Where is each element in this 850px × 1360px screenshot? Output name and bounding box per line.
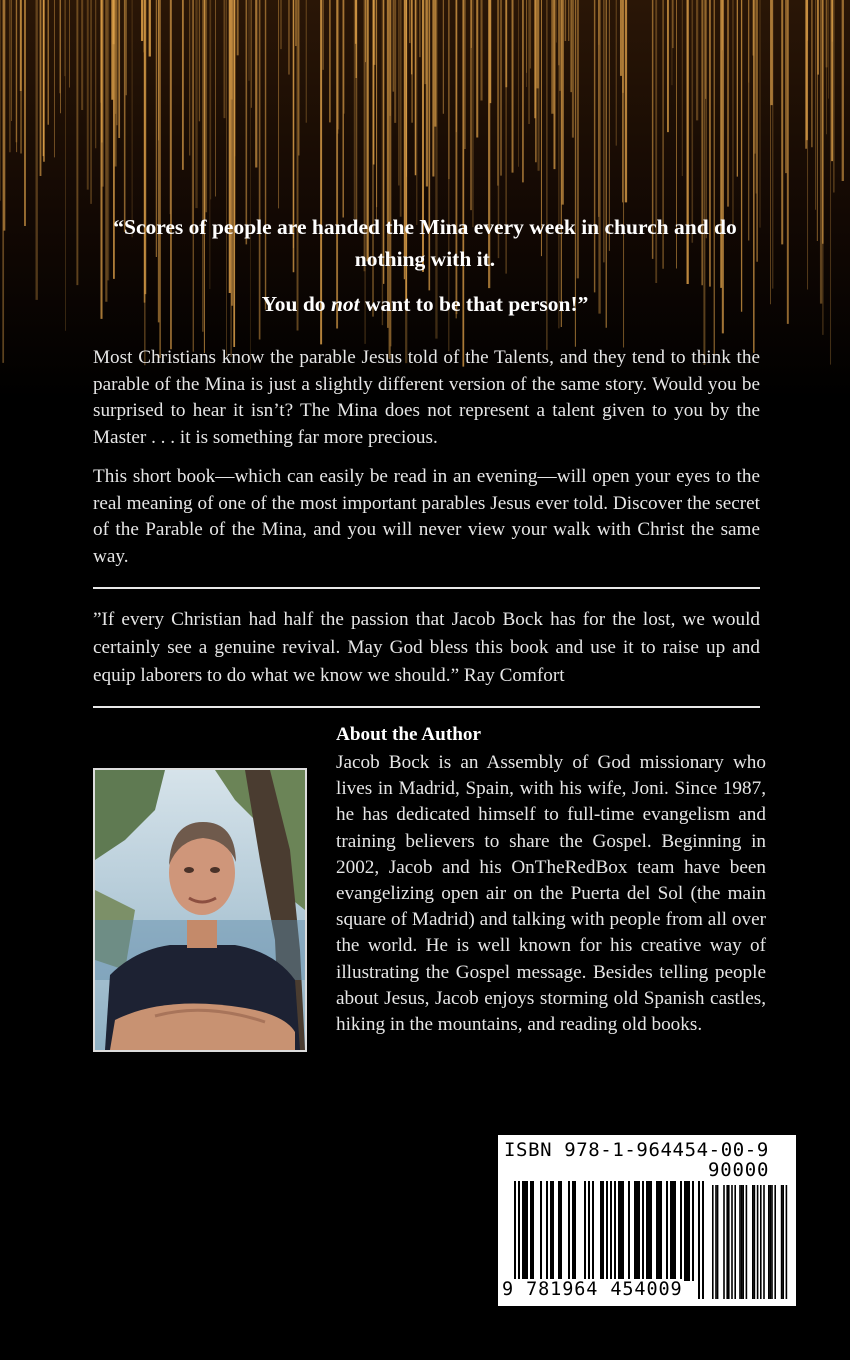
ean-bar bbox=[648, 1181, 650, 1281]
ean-bar bbox=[522, 1181, 524, 1281]
ean-bar bbox=[674, 1181, 676, 1281]
price-addon-bar bbox=[717, 1185, 719, 1299]
price-addon-bar bbox=[739, 1185, 741, 1299]
ean-bar bbox=[550, 1181, 552, 1281]
ean-bar bbox=[686, 1181, 688, 1281]
price-addon-bar bbox=[734, 1185, 736, 1299]
pull-quote-prefix: You do bbox=[261, 292, 331, 316]
ean-bar bbox=[552, 1181, 554, 1281]
price-addon-bar bbox=[774, 1185, 776, 1299]
ean-bar bbox=[650, 1181, 652, 1281]
description-paragraph-1: Most Christians know the parable Jesus told of the Talents, and they tend to think the parable of the Mina is just a slightly different version of the same story. Would you be surprised to hear it isn’t? The Mina does not represent a talent given to you by the Master . . . it is something far more precious. bbox=[93, 347, 760, 448]
ean-bar bbox=[672, 1181, 674, 1281]
price-code-label: 90000 bbox=[708, 1159, 770, 1181]
ean-bar bbox=[670, 1181, 672, 1281]
price-addon-bar bbox=[723, 1185, 725, 1299]
ean-bar bbox=[588, 1181, 590, 1281]
ean-bar bbox=[636, 1181, 638, 1281]
ean-bar bbox=[560, 1181, 562, 1281]
price-addon-bar bbox=[752, 1185, 754, 1299]
golden-streaks-background bbox=[0, 0, 850, 400]
about-author-heading: About the Author bbox=[336, 724, 481, 745]
ean-bar bbox=[692, 1181, 694, 1281]
price-addon-bar bbox=[786, 1185, 788, 1299]
ean-bar bbox=[698, 1181, 700, 1299]
ean-digits: 9 781964 454009 bbox=[502, 1279, 683, 1300]
ean-bar bbox=[660, 1181, 662, 1281]
price-addon-bar bbox=[715, 1185, 717, 1299]
ean-bar bbox=[524, 1181, 526, 1281]
ean-bar bbox=[666, 1181, 668, 1281]
price-addon-bar bbox=[728, 1185, 730, 1299]
ean-bar bbox=[642, 1181, 644, 1281]
ean-bar bbox=[646, 1181, 648, 1281]
ean-bar bbox=[684, 1181, 686, 1281]
ean-bar bbox=[532, 1181, 534, 1281]
pull-quote-line-1: “Scores of people are handed the Mina every week in church and do nothing with it. bbox=[113, 215, 737, 271]
price-addon-bar bbox=[763, 1185, 765, 1299]
ean-bar bbox=[680, 1181, 682, 1281]
price-addon-bar bbox=[742, 1185, 744, 1299]
ean-bar bbox=[600, 1181, 602, 1281]
pull-quote-line-2 bbox=[90, 288, 760, 320]
price-addon-bar bbox=[782, 1185, 784, 1299]
price-addon-bar bbox=[746, 1185, 748, 1299]
ean-bar bbox=[530, 1181, 532, 1281]
isbn-label: ISBN 978-1-964454-00-9 bbox=[504, 1139, 769, 1161]
ean-bar bbox=[614, 1181, 616, 1281]
ean-bar bbox=[658, 1181, 660, 1281]
ean-bar bbox=[592, 1181, 594, 1281]
endorsement-quote: ”If every Christian had half the passion that Jacob Bock has for the lost, we would certainly see a genuine revival. May God bless this book and use it to raise up and equip laborers to do what we know we should.” Ray Comfort bbox=[93, 609, 760, 686]
ean-bar bbox=[634, 1181, 636, 1281]
ean-bar bbox=[638, 1181, 640, 1281]
divider-bottom bbox=[93, 706, 760, 708]
ean-bar bbox=[584, 1181, 586, 1281]
ean-bar bbox=[618, 1181, 620, 1281]
price-addon-bar bbox=[781, 1185, 783, 1299]
ean-bar bbox=[628, 1181, 630, 1281]
price-addon-bar bbox=[771, 1185, 773, 1299]
price-addon-bar bbox=[712, 1185, 714, 1299]
price-addon-bar bbox=[760, 1185, 762, 1299]
price-addon-bar bbox=[726, 1185, 728, 1299]
ean-bar bbox=[602, 1181, 604, 1281]
ean-bar bbox=[620, 1181, 622, 1281]
ean-bar bbox=[568, 1181, 570, 1281]
ean-bar bbox=[574, 1181, 576, 1281]
about-author-bio: Jacob Bock is an Assembly of God missionary who lives in Madrid, Spain, with his wife, Joni. Since 1987, he has dedicated himself to full-time evangelism and training believers to share the Gospel. Beginning in 2002, Jacob and his OnTheRedBox team have been evangelizing open air on the Puerta del Sol (the main square of Madrid) and talking with people from all over the world. He is well known for his creative way of illustrating the Gospel message. Besides telling people about Jesus, Jacob enjoys storming old Spanish castles, hiking in the mountains, and reading old books. bbox=[336, 752, 766, 1036]
ean-bar bbox=[572, 1181, 574, 1281]
pull-quote-suffix: want to be that person!” bbox=[359, 292, 589, 316]
author-photo bbox=[93, 768, 307, 1052]
divider-top bbox=[93, 587, 760, 589]
price-addon-bar bbox=[770, 1185, 772, 1299]
ean-bar bbox=[622, 1181, 624, 1281]
price-addon-bar bbox=[757, 1185, 759, 1299]
ean-bar bbox=[702, 1181, 704, 1299]
ean-bar bbox=[526, 1181, 528, 1281]
price-addon-bar bbox=[754, 1185, 756, 1299]
ean-bar bbox=[688, 1181, 690, 1281]
description-paragraph-2: This short book—which can easily be read in an evening—will open your eyes to the real meaning of one of the most important parables Jesus ever told. Discover the secret of the Parable of the Mina, and you will never view your walk with Christ the same way. bbox=[93, 466, 760, 567]
ean-bar bbox=[540, 1181, 542, 1281]
ean-bar bbox=[656, 1181, 658, 1281]
price-addon-bar bbox=[731, 1185, 733, 1299]
ean-bar bbox=[546, 1181, 548, 1281]
pull-quote-emphasis: not bbox=[330, 292, 360, 316]
ean-bar bbox=[558, 1181, 560, 1281]
price-addon-bar bbox=[741, 1185, 743, 1299]
isbn-barcode bbox=[498, 1135, 796, 1306]
price-addon-bar bbox=[768, 1185, 770, 1299]
